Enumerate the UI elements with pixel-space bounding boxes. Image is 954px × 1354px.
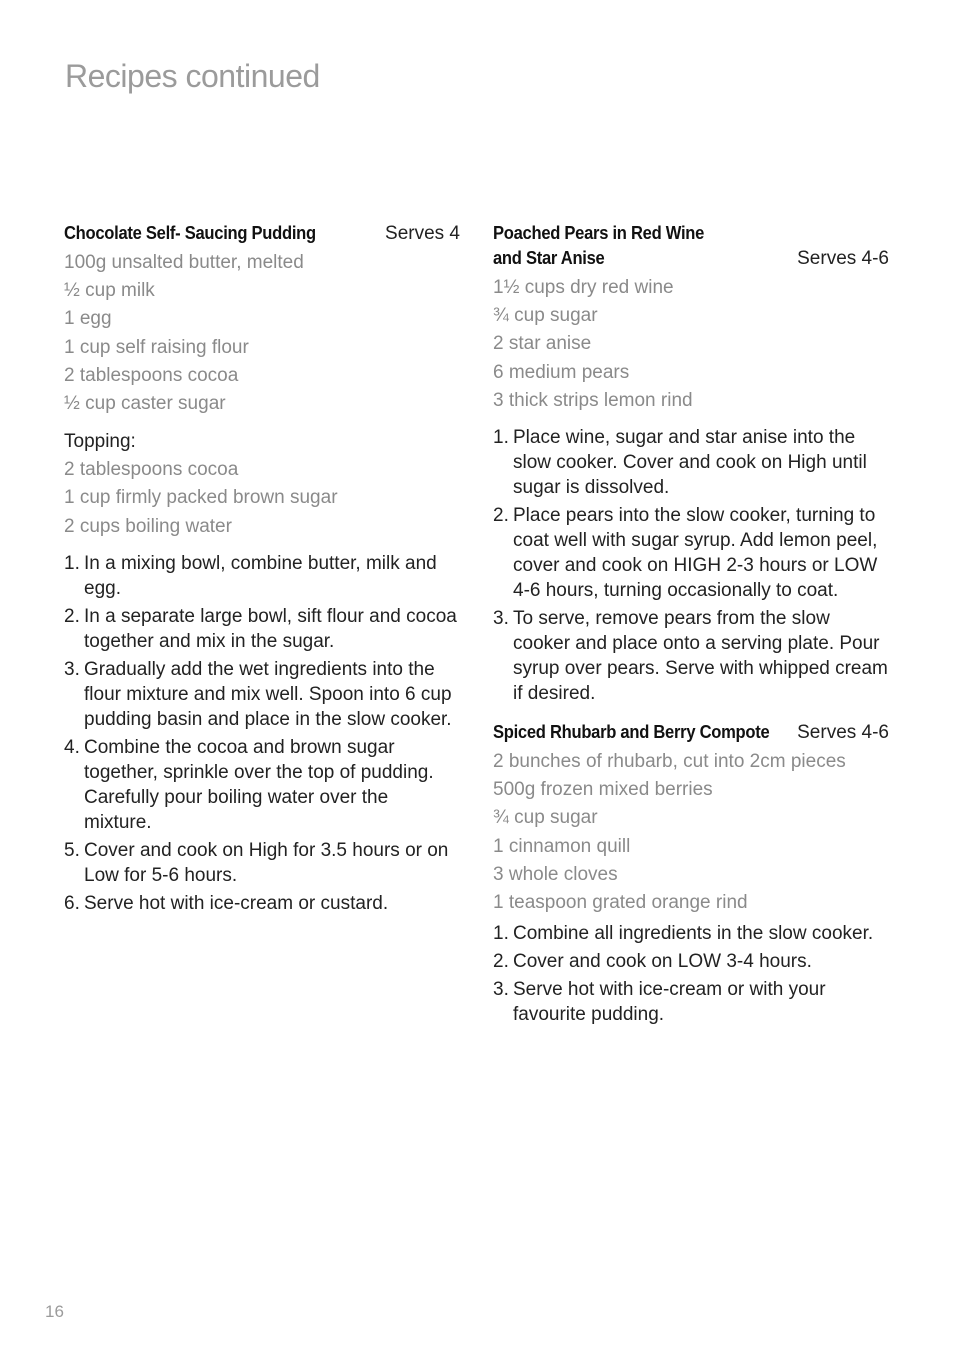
step-number: 3. xyxy=(64,658,80,680)
method-list xyxy=(64,551,460,916)
ingredient-item: 2 cups boiling water xyxy=(64,515,232,537)
right-column xyxy=(493,221,889,1030)
method-list xyxy=(493,425,889,706)
method-step xyxy=(64,735,460,835)
method-step xyxy=(64,657,460,732)
step-text: Serve hot with ice-cream or custard. xyxy=(84,892,389,914)
method-list xyxy=(493,921,889,1027)
step-number: 2. xyxy=(493,505,509,527)
ingredient-item: ½ cup milk xyxy=(64,280,155,302)
serves-label: Serves 4 xyxy=(385,223,460,244)
method-step xyxy=(493,425,889,500)
ingredient-item: ¾ cup sugar xyxy=(493,305,598,327)
recipe-header xyxy=(493,221,889,271)
page-title: Recipes continued xyxy=(65,58,320,94)
step-text: In a separate large bowl, sift flour and cocoa together and mix in the sugar. xyxy=(84,605,457,652)
method-step xyxy=(493,977,889,1027)
step-text: Gradually add the wet ingredients into the flour mixture and mix well. Spoon into 6 cup pudding basin and place in the slow cooker. xyxy=(84,658,452,730)
ingredient-list xyxy=(493,274,889,415)
step-number: 2. xyxy=(64,605,80,627)
method-step xyxy=(64,838,460,888)
step-number: 1. xyxy=(493,427,509,449)
step-number: 5. xyxy=(64,839,80,861)
recipe-title xyxy=(493,221,704,271)
step-text: Place pears into the slow cooker, turning to coat well with sugar syrup. Add lemon peel, cover and cook on HIGH 2-3 hours or LOW 4-6 hours, turning occasionally to coat. xyxy=(513,505,878,602)
step-number: 4. xyxy=(64,736,80,758)
ingredient-item: 1 cup firmly packed brown sugar xyxy=(64,487,338,509)
ingredient-item: 1½ cups dry red wine xyxy=(493,277,674,298)
recipe-title xyxy=(493,720,769,745)
step-text: Serve hot with ice-cream or with your favourite pudding. xyxy=(513,979,826,1026)
recipe-title xyxy=(64,221,316,246)
ingredient-item: 6 medium pears xyxy=(493,361,630,383)
step-number: 6. xyxy=(64,892,80,914)
topping-list xyxy=(64,456,460,541)
ingredient-item: 2 tablespoons cocoa xyxy=(64,459,239,481)
ingredient-item: 1 teaspoon grated orange rind xyxy=(493,892,748,914)
recipe-title-line: and Star Anise xyxy=(493,248,605,268)
step-text: To serve, remove pears from the slow cooker and place onto a serving plate. Pour syrup over pears. Serve with whipped cream if desired. xyxy=(513,608,888,705)
step-text: Cover and cook on High for 3.5 hours or on Low for 5-6 hours. xyxy=(84,839,449,886)
left-column xyxy=(64,221,460,919)
ingredient-list xyxy=(64,249,460,418)
topping-heading: Topping: xyxy=(64,431,136,453)
recipe-title-line: Spiced Rhubarb and Berry Compote xyxy=(493,722,770,743)
ingredient-item: 3 whole cloves xyxy=(493,863,618,885)
ingredient-item: 1 cup self raising flour xyxy=(64,336,249,358)
ingredient-item: ½ cup caster sugar xyxy=(64,393,226,415)
serves-label: Serves 4-6 xyxy=(797,722,889,744)
recipe-title-line: Poached Pears in Red Wine xyxy=(493,223,705,243)
recipe-header xyxy=(64,221,460,246)
method-step xyxy=(493,949,889,974)
serves-label: Serves 4-6 xyxy=(797,248,889,269)
ingredient-item: 2 tablespoons cocoa xyxy=(64,364,239,386)
step-text: Place wine, sugar and star anise into the slow cooker. Cover and cook on High until sugar is dissolved. xyxy=(513,427,867,499)
ingredient-item: 2 star anise xyxy=(493,333,592,355)
step-number: 1. xyxy=(493,923,509,945)
page-number: 16 xyxy=(45,1302,64,1321)
recipe-poached-pears xyxy=(493,221,889,706)
ingredient-item: 2 bunches of rhubarb, cut into 2cm pieces xyxy=(493,751,846,773)
method-step xyxy=(64,551,460,601)
ingredient-item: 1 cinnamon quill xyxy=(493,835,631,857)
step-number: 1. xyxy=(64,552,80,574)
ingredient-item: 1 egg xyxy=(64,308,112,330)
recipe-header xyxy=(493,720,889,745)
ingredient-item: 3 thick strips lemon rind xyxy=(493,389,693,411)
step-text: In a mixing bowl, combine butter, milk and egg. xyxy=(84,552,437,599)
recipe-title-line: Chocolate Self- Saucing Pudding xyxy=(64,223,316,243)
step-number: 2. xyxy=(493,951,509,973)
method-step xyxy=(493,606,889,706)
ingredient-item: 100g unsalted butter, melted xyxy=(64,252,304,273)
step-text: Combine the cocoa and brown sugar together, sprinkle over the top of pudding. Carefully pour boiling water over the mixture. xyxy=(84,736,434,833)
method-step xyxy=(493,503,889,603)
ingredient-list xyxy=(493,748,889,917)
recipe-rhubarb-compote xyxy=(493,720,889,1027)
step-text: Cover and cook on LOW 3-4 hours. xyxy=(513,951,812,973)
method-step xyxy=(64,604,460,654)
ingredient-item: ¾ cup sugar xyxy=(493,807,598,829)
method-step xyxy=(493,921,889,946)
step-text: Combine all ingredients in the slow cooker. xyxy=(513,923,874,945)
step-number: 3. xyxy=(493,979,509,1001)
step-number: 3. xyxy=(493,608,509,630)
method-step xyxy=(64,891,460,916)
ingredient-item: 500g frozen mixed berries xyxy=(493,779,713,801)
recipe-chocolate-pudding xyxy=(64,221,460,916)
